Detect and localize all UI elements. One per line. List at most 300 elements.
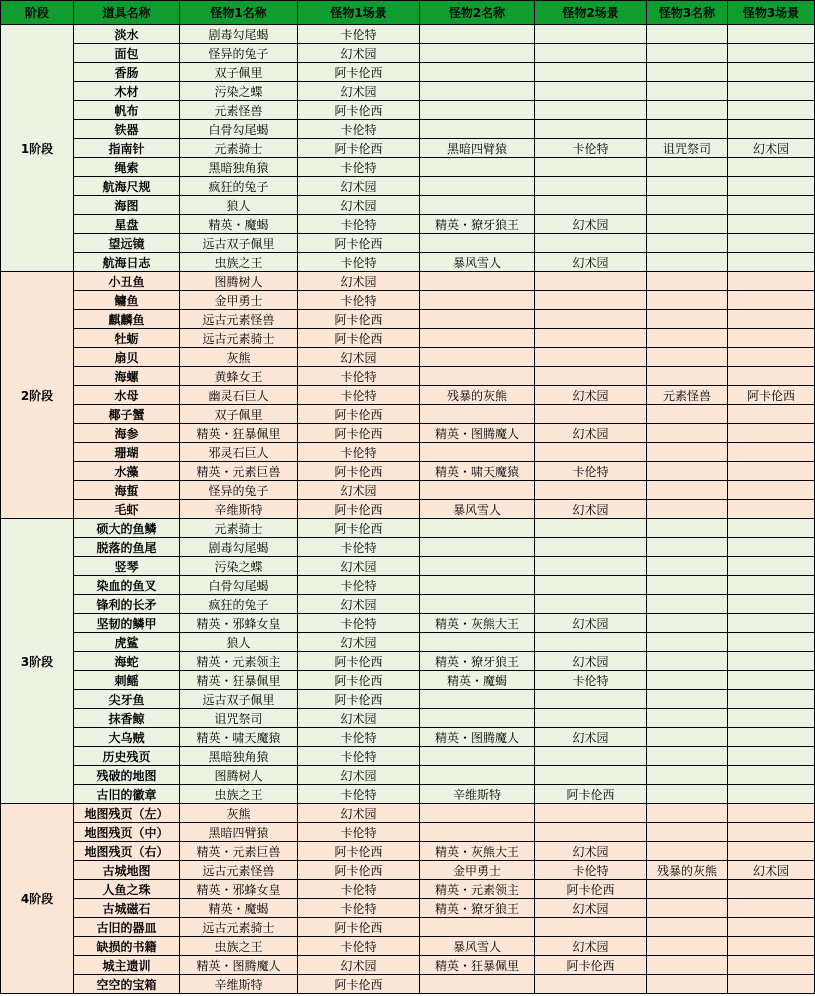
monster3-scene-cell (728, 367, 815, 386)
monster1-scene-cell: 幻术园 (298, 709, 420, 728)
monster2-name-cell (420, 804, 535, 823)
monster1-scene-cell: 阿卡伦西 (298, 842, 420, 861)
table-row (1, 747, 815, 766)
item-name-cell: 水母 (74, 386, 180, 405)
monster3-scene-cell (728, 956, 815, 975)
monster3-scene-cell: 阿卡伦西 (728, 386, 815, 405)
monster2-name-cell (420, 709, 535, 728)
monster2-scene-cell (535, 918, 647, 937)
monster3-name-cell (647, 576, 728, 595)
monster3-name-cell (647, 747, 728, 766)
monster2-scene-cell (535, 709, 647, 728)
monster2-scene-cell: 卡伦特 (535, 462, 647, 481)
monster2-scene-cell: 阿卡伦西 (535, 956, 647, 975)
monster2-name-cell (420, 291, 535, 310)
item-name-cell: 地图残页（右） (74, 842, 180, 861)
table-row (1, 766, 815, 785)
item-name-cell: 锋利的长矛 (74, 595, 180, 614)
table-row (1, 671, 815, 690)
monster1-scene-cell: 阿卡伦西 (298, 652, 420, 671)
item-name-cell: 古城地图 (74, 861, 180, 880)
monster3-name-cell (647, 291, 728, 310)
monster3-name-cell (647, 538, 728, 557)
item-name-cell: 历史残页 (74, 747, 180, 766)
monster3-name-cell (647, 424, 728, 443)
monster3-name-cell (647, 405, 728, 424)
monster3-name-cell (647, 63, 728, 82)
table-row (1, 842, 815, 861)
item-name-cell: 淡水 (74, 25, 180, 44)
monster3-name-cell (647, 766, 728, 785)
monster1-name-cell: 图腾树人 (180, 272, 298, 291)
monster2-scene-cell (535, 82, 647, 101)
monster3-name-cell (647, 253, 728, 272)
monster1-name-cell: 灰熊 (180, 804, 298, 823)
header-row (1, 1, 815, 25)
item-name-cell: 星盘 (74, 215, 180, 234)
header-monster2-scene: 怪物2场景 (535, 1, 647, 25)
item-name-cell: 尖牙鱼 (74, 690, 180, 709)
monster1-name-cell: 精英・元素巨兽 (180, 842, 298, 861)
monster3-name-cell (647, 101, 728, 120)
monster2-scene-cell (535, 196, 647, 215)
table-row (1, 272, 815, 291)
monster3-name-cell (647, 956, 728, 975)
item-name-cell: 古城磁石 (74, 899, 180, 918)
monster2-name-cell (420, 310, 535, 329)
item-name-cell: 人鱼之珠 (74, 880, 180, 899)
monster2-name-cell (420, 63, 535, 82)
monster2-name-cell: 精英・狂暴佩里 (420, 956, 535, 975)
monster2-name-cell (420, 557, 535, 576)
monster2-name-cell: 精英・灰熊大王 (420, 614, 535, 633)
monster2-scene-cell: 幻术园 (535, 614, 647, 633)
monster1-scene-cell: 卡伦特 (298, 367, 420, 386)
item-name-cell: 望远镜 (74, 234, 180, 253)
monster3-name-cell (647, 158, 728, 177)
table-row (1, 975, 815, 994)
monster3-scene-cell (728, 253, 815, 272)
monster1-scene-cell: 卡伦特 (298, 386, 420, 405)
table-row (1, 386, 815, 405)
monster2-name-cell (420, 196, 535, 215)
table-row (1, 956, 815, 975)
monster2-scene-cell: 幻术园 (535, 728, 647, 747)
table-row (1, 937, 815, 956)
table-row (1, 329, 815, 348)
monster1-scene-cell: 阿卡伦西 (298, 424, 420, 443)
monster1-name-cell: 白骨勾尾蝎 (180, 120, 298, 139)
monster1-scene-cell: 卡伦特 (298, 120, 420, 139)
monster3-name-cell (647, 196, 728, 215)
monster1-name-cell: 黄蜂女王 (180, 367, 298, 386)
monster2-name-cell: 暴风雪人 (420, 500, 535, 519)
monster2-name-cell: 精英・元素领主 (420, 880, 535, 899)
monster3-scene-cell (728, 785, 815, 804)
monster2-scene-cell (535, 25, 647, 44)
monster2-scene-cell: 幻术园 (535, 386, 647, 405)
monster2-scene-cell (535, 101, 647, 120)
monster2-scene-cell (535, 690, 647, 709)
monster1-name-cell: 怪异的兔子 (180, 481, 298, 500)
table-row (1, 500, 815, 519)
table-row (1, 899, 815, 918)
monster2-scene-cell (535, 595, 647, 614)
monster1-name-cell: 精英・魔蝎 (180, 215, 298, 234)
monster1-scene-cell: 卡伦特 (298, 291, 420, 310)
monster3-scene-cell (728, 272, 815, 291)
monster3-scene-cell (728, 310, 815, 329)
item-name-cell: 抹香鲸 (74, 709, 180, 728)
monster2-scene-cell: 幻术园 (535, 424, 647, 443)
monster1-scene-cell: 幻术园 (298, 82, 420, 101)
monster2-name-cell (420, 367, 535, 386)
header-monster3-scene: 怪物3场景 (728, 1, 815, 25)
monster3-name-cell (647, 177, 728, 196)
monster1-scene-cell: 幻术园 (298, 804, 420, 823)
monster1-scene-cell: 阿卡伦西 (298, 671, 420, 690)
monster3-name-cell (647, 310, 728, 329)
item-name-cell: 脱落的鱼尾 (74, 538, 180, 557)
item-name-cell: 毛虾 (74, 500, 180, 519)
monster3-scene-cell (728, 519, 815, 538)
stage-label: 1阶段 (1, 25, 74, 272)
table-row (1, 595, 815, 614)
monster3-scene-cell (728, 63, 815, 82)
table-row (1, 823, 815, 842)
monster1-scene-cell: 阿卡伦西 (298, 500, 420, 519)
monster2-name-cell (420, 690, 535, 709)
monster1-scene-cell: 幻术园 (298, 557, 420, 576)
monster2-scene-cell (535, 310, 647, 329)
monster3-scene-cell (728, 215, 815, 234)
monster3-scene-cell (728, 595, 815, 614)
monster1-scene-cell: 阿卡伦西 (298, 690, 420, 709)
monster3-name-cell (647, 25, 728, 44)
monster2-name-cell: 辛维斯特 (420, 785, 535, 804)
monster3-name-cell (647, 842, 728, 861)
monster1-scene-cell: 幻术园 (298, 956, 420, 975)
table-row (1, 253, 815, 272)
item-name-cell: 铁器 (74, 120, 180, 139)
monster1-name-cell: 灰熊 (180, 348, 298, 367)
table-row (1, 519, 815, 538)
monster1-scene-cell: 卡伦特 (298, 538, 420, 557)
monster2-name-cell (420, 481, 535, 500)
monster2-scene-cell: 幻术园 (535, 899, 647, 918)
monster1-name-cell: 精英・图腾魔人 (180, 956, 298, 975)
monster2-name-cell (420, 519, 535, 538)
item-name-cell: 鳙鱼 (74, 291, 180, 310)
item-name-cell: 古旧的器皿 (74, 918, 180, 937)
monster1-name-cell: 黑暗独角猿 (180, 747, 298, 766)
monster3-name-cell (647, 557, 728, 576)
monster3-scene-cell (728, 500, 815, 519)
item-name-cell: 扇贝 (74, 348, 180, 367)
monster2-scene-cell (535, 443, 647, 462)
monster1-scene-cell: 卡伦特 (298, 728, 420, 747)
monster3-scene-cell (728, 82, 815, 101)
monster1-name-cell: 黑暗四臂猿 (180, 823, 298, 842)
monster2-name-cell: 精英・灰熊大王 (420, 842, 535, 861)
item-name-cell: 牡蛎 (74, 329, 180, 348)
table-body (1, 25, 815, 994)
table-row (1, 367, 815, 386)
monster3-scene-cell (728, 652, 815, 671)
monster3-scene-cell (728, 291, 815, 310)
table-row (1, 291, 815, 310)
monster3-name-cell (647, 234, 728, 253)
monster1-scene-cell: 阿卡伦西 (298, 405, 420, 424)
monster3-name-cell (647, 367, 728, 386)
monster3-name-cell (647, 671, 728, 690)
monster2-scene-cell (535, 234, 647, 253)
monster2-scene-cell (535, 823, 647, 842)
monster1-name-cell: 虫族之王 (180, 253, 298, 272)
monster2-scene-cell (535, 348, 647, 367)
table-row (1, 158, 815, 177)
monster3-name-cell (647, 804, 728, 823)
monster2-scene-cell: 阿卡伦西 (535, 785, 647, 804)
monster3-name-cell (647, 44, 728, 63)
monster1-name-cell: 精英・狂暴佩里 (180, 424, 298, 443)
monster3-scene-cell (728, 823, 815, 842)
monster1-name-cell: 狼人 (180, 196, 298, 215)
monster3-scene-cell (728, 899, 815, 918)
table-row (1, 101, 815, 120)
item-name-cell: 指南针 (74, 139, 180, 158)
item-name-cell: 木材 (74, 82, 180, 101)
monster1-scene-cell: 卡伦特 (298, 823, 420, 842)
monster3-name-cell (647, 937, 728, 956)
monster1-scene-cell: 阿卡伦西 (298, 63, 420, 82)
monster2-scene-cell: 阿卡伦西 (535, 880, 647, 899)
stage-label: 4阶段 (1, 804, 74, 994)
table-row (1, 177, 815, 196)
monster3-name-cell (647, 443, 728, 462)
monster2-name-cell (420, 348, 535, 367)
item-name-cell: 航海尺规 (74, 177, 180, 196)
monster2-name-cell (420, 329, 535, 348)
monster2-name-cell (420, 158, 535, 177)
monster2-name-cell (420, 823, 535, 842)
item-name-cell: 椰子蟹 (74, 405, 180, 424)
monster3-scene-cell (728, 177, 815, 196)
monster1-name-cell: 辛维斯特 (180, 500, 298, 519)
header-monster2-name: 怪物2名称 (420, 1, 535, 25)
monster2-name-cell (420, 576, 535, 595)
monster1-name-cell: 元素怪兽 (180, 101, 298, 120)
monster1-scene-cell: 阿卡伦西 (298, 310, 420, 329)
item-name-cell: 海蜇 (74, 481, 180, 500)
monster2-scene-cell (535, 557, 647, 576)
monster1-name-cell: 元素骑士 (180, 139, 298, 158)
table-row (1, 443, 815, 462)
monster3-name-cell (647, 329, 728, 348)
monster3-name-cell: 残暴的灰熊 (647, 861, 728, 880)
monster2-name-cell (420, 918, 535, 937)
monster3-scene-cell (728, 44, 815, 63)
monster1-scene-cell: 幻术园 (298, 196, 420, 215)
monster1-scene-cell: 卡伦特 (298, 158, 420, 177)
table-row (1, 215, 815, 234)
monster1-name-cell: 精英・啸天魔猿 (180, 728, 298, 747)
monster1-name-cell: 金甲勇士 (180, 291, 298, 310)
monster1-name-cell: 邪灵石巨人 (180, 443, 298, 462)
monster2-name-cell: 精英・图腾魔人 (420, 424, 535, 443)
monster2-scene-cell (535, 519, 647, 538)
monster3-scene-cell (728, 918, 815, 937)
monster2-name-cell: 精英・獠牙狼王 (420, 652, 535, 671)
monster3-scene-cell (728, 804, 815, 823)
item-name-cell: 缺损的书籍 (74, 937, 180, 956)
monster3-scene-cell: 幻术园 (728, 139, 815, 158)
monster2-name-cell: 暴风雪人 (420, 253, 535, 272)
item-name-cell: 空空的宝箱 (74, 975, 180, 994)
monster3-name-cell (647, 652, 728, 671)
item-name-cell: 古旧的徽章 (74, 785, 180, 804)
monster3-scene-cell (728, 158, 815, 177)
table-row (1, 63, 815, 82)
monster2-name-cell (420, 120, 535, 139)
item-name-cell: 竖琴 (74, 557, 180, 576)
monster2-name-cell (420, 82, 535, 101)
table-row (1, 557, 815, 576)
item-name-cell: 绳索 (74, 158, 180, 177)
item-name-cell: 面包 (74, 44, 180, 63)
monster1-scene-cell: 幻术园 (298, 595, 420, 614)
monster1-scene-cell: 阿卡伦西 (298, 234, 420, 253)
item-name-cell: 麒麟鱼 (74, 310, 180, 329)
monster1-name-cell: 剧毒勾尾蝎 (180, 538, 298, 557)
item-name-cell: 小丑鱼 (74, 272, 180, 291)
monster2-name-cell: 暴风雪人 (420, 937, 535, 956)
monster3-name-cell (647, 690, 728, 709)
monster2-name-cell (420, 272, 535, 291)
monster3-name-cell (647, 823, 728, 842)
monster3-name-cell (647, 614, 728, 633)
item-name-cell: 硕大的鱼鳞 (74, 519, 180, 538)
monster3-name-cell (647, 462, 728, 481)
monster2-scene-cell (535, 291, 647, 310)
monster3-scene-cell (728, 405, 815, 424)
monster2-name-cell: 金甲勇士 (420, 861, 535, 880)
table-row (1, 44, 815, 63)
monster1-name-cell: 精英・魔蝎 (180, 899, 298, 918)
monster1-scene-cell: 卡伦特 (298, 785, 420, 804)
monster2-scene-cell (535, 766, 647, 785)
monster3-name-cell (647, 82, 728, 101)
monster1-name-cell: 远古元素怪兽 (180, 861, 298, 880)
monster1-name-cell: 元素骑士 (180, 519, 298, 538)
monster1-scene-cell: 幻术园 (298, 766, 420, 785)
monster1-name-cell: 黑暗独角猿 (180, 158, 298, 177)
monster2-scene-cell (535, 44, 647, 63)
table-row (1, 709, 815, 728)
monster3-scene-cell (728, 196, 815, 215)
header-monster1-scene: 怪物1场景 (298, 1, 420, 25)
monster1-scene-cell: 阿卡伦西 (298, 861, 420, 880)
monster3-scene-cell (728, 690, 815, 709)
item-name-cell: 海螺 (74, 367, 180, 386)
item-name-cell: 海参 (74, 424, 180, 443)
monster3-scene-cell (728, 766, 815, 785)
header-monster1-name: 怪物1名称 (180, 1, 298, 25)
monster3-name-cell (647, 899, 728, 918)
monster3-scene-cell (728, 975, 815, 994)
table-row (1, 82, 815, 101)
table-row (1, 481, 815, 500)
header-stage: 阶段 (1, 1, 74, 25)
monster1-scene-cell: 阿卡伦西 (298, 462, 420, 481)
monster2-scene-cell (535, 329, 647, 348)
item-name-cell: 染血的鱼叉 (74, 576, 180, 595)
monster2-name-cell: 精英・獠牙狼王 (420, 215, 535, 234)
monster1-scene-cell: 幻术园 (298, 177, 420, 196)
monster1-name-cell: 狼人 (180, 633, 298, 652)
table-row (1, 424, 815, 443)
table-row (1, 462, 815, 481)
monster1-name-cell: 辛维斯特 (180, 975, 298, 994)
table-row (1, 690, 815, 709)
table-row (1, 728, 815, 747)
monster3-scene-cell (728, 614, 815, 633)
monster1-scene-cell: 阿卡伦西 (298, 329, 420, 348)
table-row (1, 804, 815, 823)
monster3-name-cell (647, 709, 728, 728)
monster3-scene-cell (728, 937, 815, 956)
monster2-name-cell (420, 595, 535, 614)
monster3-scene-cell (728, 348, 815, 367)
monster2-name-cell (420, 443, 535, 462)
monster3-name-cell (647, 918, 728, 937)
monster1-name-cell: 精英・元素巨兽 (180, 462, 298, 481)
table-row (1, 918, 815, 937)
monster2-name-cell (420, 25, 535, 44)
monster2-scene-cell: 卡伦特 (535, 861, 647, 880)
monster3-name-cell (647, 500, 728, 519)
monster2-name-cell (420, 44, 535, 63)
monster1-name-cell: 剧毒勾尾蝎 (180, 25, 298, 44)
monster3-name-cell: 诅咒祭司 (647, 139, 728, 158)
monster1-scene-cell: 幻术园 (298, 348, 420, 367)
stage-label: 2阶段 (1, 272, 74, 519)
table-row (1, 348, 815, 367)
monster2-scene-cell: 幻术园 (535, 215, 647, 234)
monster1-scene-cell: 卡伦特 (298, 215, 420, 234)
item-name-cell: 虎鲨 (74, 633, 180, 652)
item-name-cell: 城主遗训 (74, 956, 180, 975)
monster3-scene-cell (728, 443, 815, 462)
monster1-scene-cell: 阿卡伦西 (298, 101, 420, 120)
header-item-name: 道具名称 (74, 1, 180, 25)
monster1-name-cell: 污染之蝶 (180, 557, 298, 576)
item-name-cell: 地图残页（中） (74, 823, 180, 842)
monster3-scene-cell (728, 557, 815, 576)
table-row (1, 785, 815, 804)
table-row (1, 25, 815, 44)
table-row (1, 310, 815, 329)
monster3-scene-cell (728, 633, 815, 652)
monster1-name-cell: 疯狂的兔子 (180, 177, 298, 196)
monster1-name-cell: 精英・狂暴佩里 (180, 671, 298, 690)
monster1-name-cell: 怪异的兔子 (180, 44, 298, 63)
table-row (1, 234, 815, 253)
monster3-name-cell (647, 272, 728, 291)
monster2-name-cell (420, 747, 535, 766)
monster3-name-cell (647, 975, 728, 994)
table-header (1, 1, 815, 25)
